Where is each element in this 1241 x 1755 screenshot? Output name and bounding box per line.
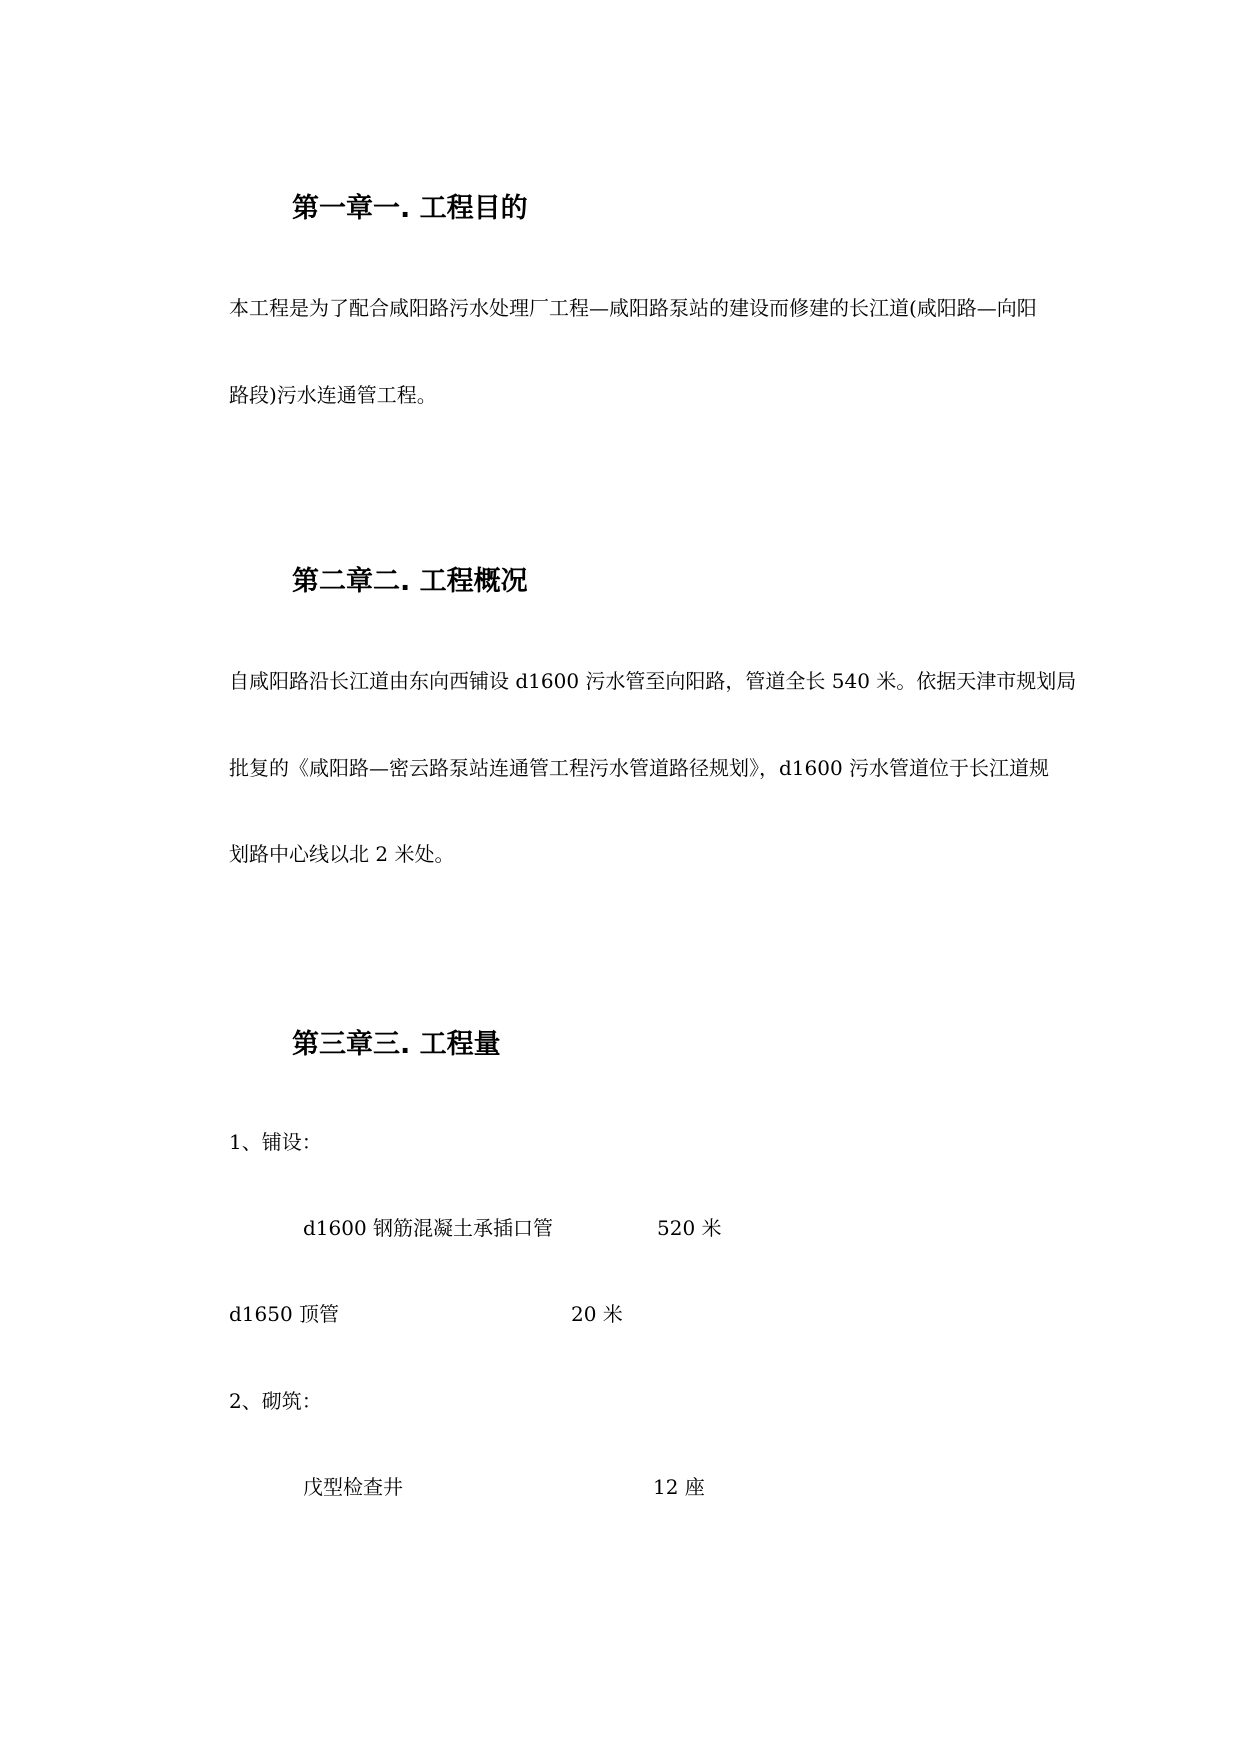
chapter-1-heading: 第一章一. 工程目的	[292, 193, 528, 224]
section-1-title: 1、铺设：	[229, 1130, 322, 1154]
item-label: d1650 顶管	[229, 1302, 340, 1326]
chapter-2-line-3: 划路中心线以北 2 米处。	[229, 842, 455, 866]
chapter-1-line-2: 路段)污水连通管工程。	[229, 383, 437, 407]
chapter-3-heading: 第三章三. 工程量	[292, 1029, 501, 1060]
chapter-2-line-1: 自咸阳路沿长江道由东向西铺设 d1600 污水管至向阳路，管道全长 540 米。依据天津市规划局	[229, 669, 1077, 693]
item-label: d1600 钢筋混凝土承插口管	[303, 1216, 554, 1240]
item-qty: 520 米	[657, 1216, 722, 1240]
chapter-1-line-1: 本工程是为了配合咸阳路污水处理厂工程—咸阳路泵站的建设而修建的长江道(咸阳路—向阳	[229, 296, 1037, 320]
section-2-title: 2、砌筑：	[229, 1389, 322, 1413]
item-qty: 12 座	[653, 1475, 705, 1499]
item-qty: 20 米	[571, 1302, 623, 1326]
chapter-2-line-2: 批复的《咸阳路—密云路泵站连通管工程污水管道路径规划》，d1600 污水管道位于长江道规	[229, 756, 1050, 780]
item-label: 戊型检查井	[303, 1475, 403, 1499]
chapter-2-heading: 第二章二. 工程概况	[292, 566, 528, 597]
